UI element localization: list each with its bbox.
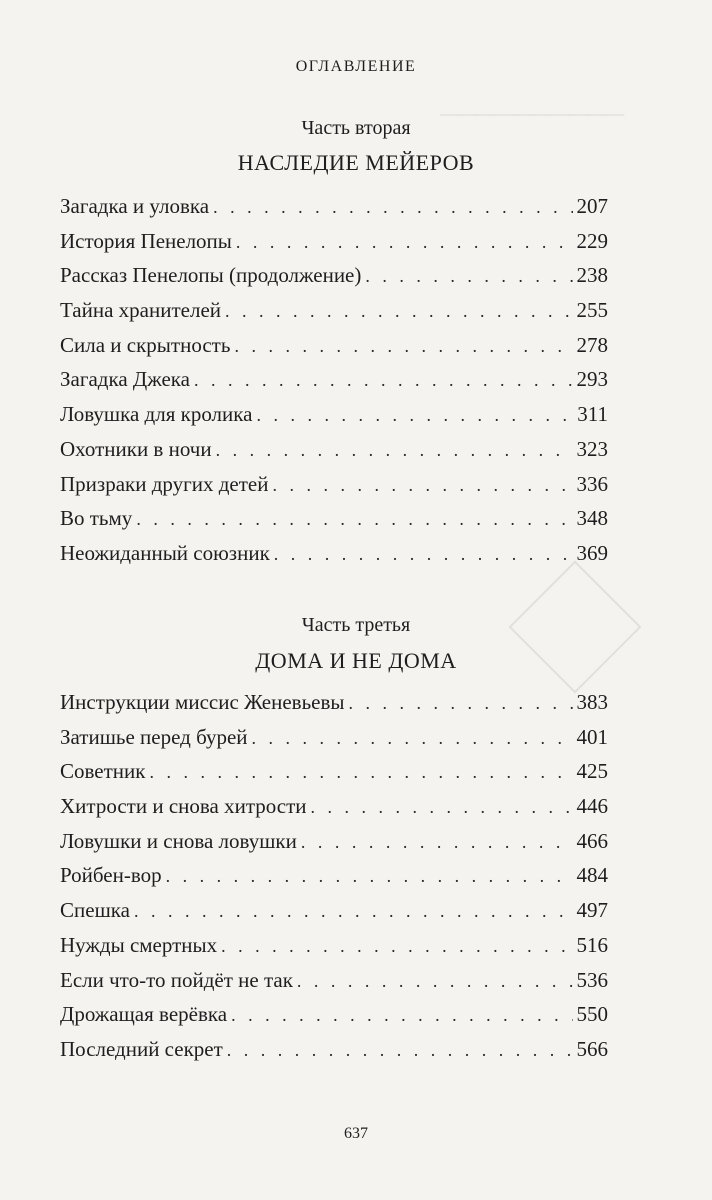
toc-entry-page: 369 <box>576 540 608 565</box>
toc-entry-title: Ловушки и снова ловушки <box>60 828 297 853</box>
toc-entry[interactable] <box>60 1002 608 1037</box>
dot-leader <box>365 266 572 287</box>
dot-leader <box>225 301 572 322</box>
toc-entry-page: 550 <box>576 1002 608 1027</box>
toc-entry[interactable] <box>60 933 608 968</box>
dot-leader <box>301 832 573 853</box>
toc-entry-title: Дрожащая верёвка <box>60 1002 228 1027</box>
toc-entry[interactable] <box>60 333 608 368</box>
dot-leader <box>231 1005 572 1026</box>
dot-leader <box>227 1040 573 1061</box>
toc-entry[interactable] <box>60 472 608 507</box>
toc-entry-page: 484 <box>576 863 608 888</box>
part-three-entries <box>60 690 608 1072</box>
toc-entry[interactable] <box>60 402 608 437</box>
toc-entry-title: Последний секрет <box>60 1036 223 1061</box>
toc-entry-page: 466 <box>576 828 608 853</box>
toc-entry-page: 255 <box>576 298 608 323</box>
toc-entry[interactable] <box>60 863 608 898</box>
dot-leader <box>149 762 572 783</box>
toc-entry-title: Хитрости и снова хитрости <box>60 794 307 819</box>
dot-leader <box>221 936 572 957</box>
dot-leader <box>236 232 573 253</box>
dot-leader <box>272 475 572 496</box>
toc-entry-title: Тайна хранителей <box>60 298 222 323</box>
toc-entry-page: 383 <box>576 690 608 714</box>
dot-leader <box>274 544 573 565</box>
dot-leader <box>166 866 573 887</box>
part-three-title: ДОМА И НЕ ДОМА <box>255 648 457 673</box>
toc-entry-title: История Пенелопы <box>60 228 232 253</box>
dot-leader <box>134 901 573 922</box>
toc-entry[interactable] <box>60 437 608 472</box>
dot-leader <box>256 405 573 426</box>
toc-entry-title: Если что-то пойдёт не так <box>60 967 293 992</box>
toc-entry-page: 536 <box>576 967 608 992</box>
toc-entry-title: Загадка Джека <box>60 367 190 392</box>
toc-entry-title: Нужды смертных <box>60 932 218 957</box>
part-two-title: НАСЛЕДИЕ МЕЙЕРОВ <box>237 150 475 175</box>
toc-entry[interactable] <box>60 968 608 1003</box>
part-two-label: Часть вторая <box>301 117 411 139</box>
toc-entry-title: Сила и скрытность <box>60 332 231 357</box>
toc-entry-title: Инструкции миссис Женевьевы <box>60 690 345 714</box>
toc-entry-page: 293 <box>576 367 608 392</box>
toc-entry[interactable] <box>60 759 608 794</box>
toc-entry-title: Затишье перед бурей <box>60 724 248 749</box>
dot-leader <box>136 509 572 530</box>
toc-entry[interactable] <box>60 298 608 333</box>
show-through-marks: ────────── <box>440 100 625 129</box>
toc-entry-page: 311 <box>577 402 608 427</box>
part-two-entries <box>60 194 608 576</box>
dot-leader <box>311 797 573 818</box>
toc-entry-page: 566 <box>576 1036 608 1061</box>
toc-entry[interactable] <box>60 898 608 933</box>
toc-entry-page: 516 <box>576 932 608 957</box>
toc-entry[interactable] <box>60 194 608 229</box>
toc-entry-page: 207 <box>576 194 608 218</box>
toc-entry[interactable] <box>60 506 608 541</box>
toc-entry-title: Ловушка для кролика <box>60 402 253 427</box>
toc-entry[interactable] <box>60 367 608 402</box>
toc-entry-page: 348 <box>576 506 608 531</box>
dot-leader <box>213 197 572 218</box>
dot-leader <box>252 728 573 749</box>
dot-leader <box>216 440 573 461</box>
toc-entry[interactable] <box>60 690 608 725</box>
dot-leader <box>234 336 572 357</box>
toc-entry-page: 497 <box>576 898 608 923</box>
toc-entry-page: 425 <box>576 759 608 784</box>
toc-entry-page: 229 <box>576 228 608 253</box>
toc-entry-title: Ройбен-вор <box>60 863 162 888</box>
toc-entry[interactable] <box>60 829 608 864</box>
part-three-label: Часть третья <box>301 614 411 636</box>
toc-entry[interactable] <box>60 725 608 760</box>
toc-entry-title: Советник <box>60 759 146 784</box>
toc-entry-page: 446 <box>576 794 608 819</box>
dot-leader <box>297 971 573 992</box>
toc-entry-page: 323 <box>576 436 608 461</box>
page-number: 637 <box>344 1125 368 1142</box>
toc-entry-title: Неожиданный союзник <box>60 540 270 565</box>
toc-entry-page: 238 <box>576 263 608 288</box>
toc-entry-title: Рассказ Пенелопы (продолжение) <box>60 263 362 288</box>
toc-entry-page: 401 <box>576 724 608 749</box>
toc-entry[interactable] <box>60 229 608 264</box>
toc-entry[interactable] <box>60 541 608 576</box>
toc-entry-title: Загадка и уловка <box>60 194 210 218</box>
toc-entry[interactable] <box>60 1037 608 1072</box>
toc-entry-title: Призраки других детей <box>60 471 269 496</box>
toc-entry-page: 278 <box>576 332 608 357</box>
dot-leader <box>194 370 573 391</box>
toc-entry-title: Спешка <box>60 898 130 923</box>
toc-entry-page: 336 <box>576 471 608 496</box>
toc-entry[interactable] <box>60 794 608 829</box>
toc-entry-title: Во тьму <box>60 506 133 531</box>
table-of-contents-heading: ОГЛАВЛЕНИЕ <box>295 58 417 75</box>
toc-entry-title: Охотники в ночи <box>60 436 212 461</box>
dot-leader <box>349 693 573 714</box>
toc-entry[interactable] <box>60 263 608 298</box>
